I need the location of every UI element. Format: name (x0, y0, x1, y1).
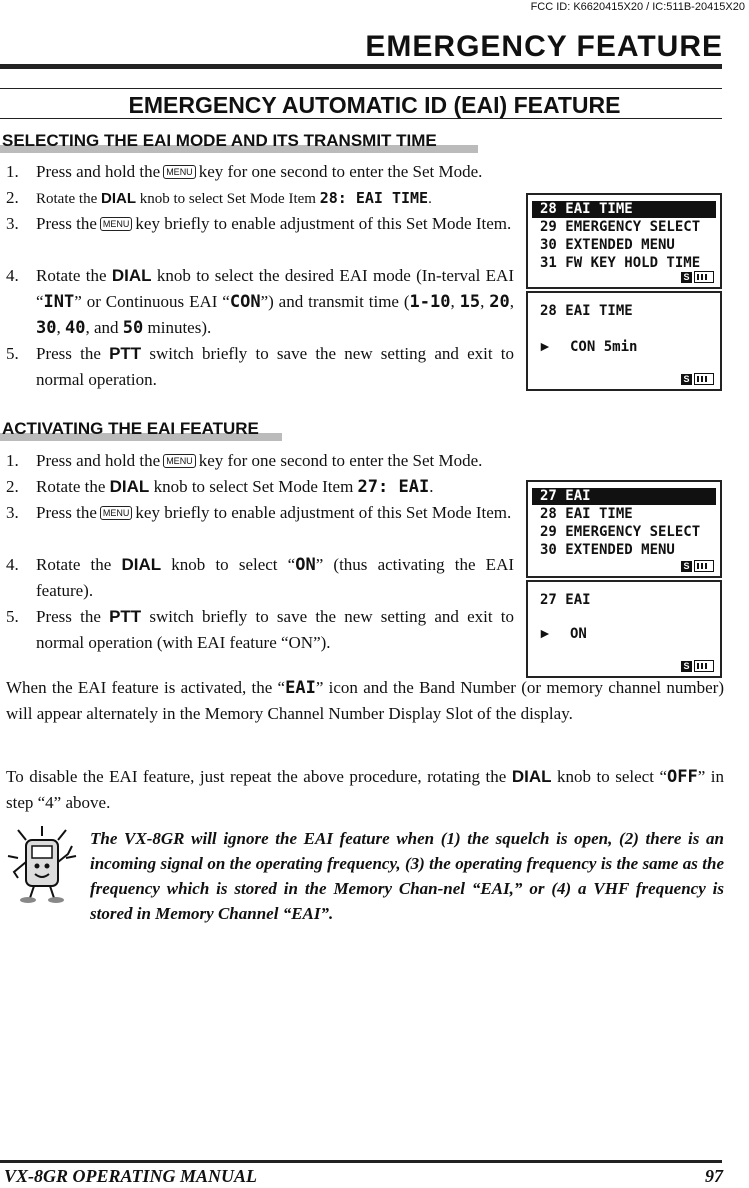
paragraph-disable-eai: To disable the EAI feature, just repeat the above procedure, rotating the DIAL knob to select “OFF” in step “4” above. (6, 767, 724, 812)
s-icon: S (681, 561, 692, 572)
step-5: 5. Press the PTT switch briefly to save the new setting and exit to normal operation (with EAI feature “ON”). (6, 607, 515, 652)
s-icon: S (681, 661, 692, 672)
note-text: The VX-8GR will ignore the EAI feature when (1) the squelch is open, (2) there is an incoming signal on the operating frequency, (3) the operating frequency is the same as the frequency which is stored in the Memory Chan-nel “EAI,” or (4) a VHF frequency is stored in Memory Channel “EAI”. (90, 829, 724, 923)
header-rule (0, 64, 722, 69)
step-1: 1. Press and hold the MENU key for one second to enter the Set Mode. (6, 451, 483, 470)
header-rule-thin (0, 88, 722, 89)
step-4: 4. Rotate the DIAL knob to select the desired EAI mode (In-terval EAI “INT” or Continuous EAI “CON”) and transmit time (1-10, 15, 20, 30, 40, and 50 minutes). (6, 266, 515, 338)
menu-key-icon: MENU (100, 217, 133, 231)
lcd-display-eai-value: 27 EAI ► ON S (526, 580, 722, 678)
arrow-right-icon: ► (538, 340, 552, 355)
step-3: 3. Press the MENU key briefly to enable adjustment of this Set Mode Item. (6, 214, 512, 233)
battery-icon (694, 373, 714, 385)
fcc-id: FCC ID: K6620415X20 / IC:511B-20415X20 (530, 1, 745, 13)
lcd-display-menu-eai-time: 28 EAI TIME 29 EMERGENCY SELECT 30 EXTENDED MENU 31 FW KEY HOLD TIME S (526, 193, 722, 289)
lcd-display-eai-time-value: 28 EAI TIME ► CON 5min S (526, 291, 722, 391)
footer-rule (0, 1160, 722, 1163)
step-5: 5. Press the PTT switch briefly to save the new setting and exit to normal operation. (6, 344, 515, 389)
step-3: 3. Press the MENU key briefly to enable adjustment of this Set Mode Item. (6, 503, 512, 522)
paragraph-eai-icon: When the EAI feature is activated, the “EAI” icon and the Band Number (or memory channel number) will appear alternately in the Memory Channel Number Display Slot of the display. (6, 678, 724, 723)
step-4: 4. Rotate the DIAL knob to select “ON” (thus activating the EAI feature). (6, 555, 515, 600)
section-title: EMERGENCY AUTOMATIC ID (EAI) FEATURE (128, 92, 621, 118)
battery-icon (694, 271, 714, 283)
footer-manual-title: VX-8GR OPERATING MANUAL (4, 1166, 258, 1186)
s-icon: S (681, 374, 692, 385)
step-1: 1. Press and hold the MENU key for one second to enter the Set Mode. (6, 162, 483, 181)
step-2: 2. Rotate the DIAL knob to select Set Mode Item 28: EAI TIME. (6, 188, 432, 207)
subhead-select-eai: SELECTING THE EAI MODE AND ITS TRANSMIT TIME (2, 131, 437, 150)
battery-icon (694, 660, 714, 672)
arrow-right-icon: ► (538, 627, 552, 642)
menu-key-icon: MENU (100, 506, 133, 520)
s-icon: S (681, 272, 692, 283)
battery-icon (694, 560, 714, 572)
lcd-display-menu-eai: 27 EAI 28 EAI TIME 29 EMERGENCY SELECT 30 EXTENDED MENU S (526, 480, 722, 578)
menu-key-icon: MENU (163, 165, 196, 179)
subhead-activate-eai: ACTIVATING THE EAI FEATURE (2, 419, 259, 438)
chapter-title: EMERGENCY FEATURE (365, 30, 723, 63)
step-2: 2. Rotate the DIAL knob to select Set Mode Item 27: EAI. (6, 477, 434, 497)
menu-key-icon: MENU (163, 454, 196, 468)
page-number: 97 (705, 1166, 723, 1186)
section-rule (0, 118, 722, 119)
mascot-icon (4, 826, 80, 904)
